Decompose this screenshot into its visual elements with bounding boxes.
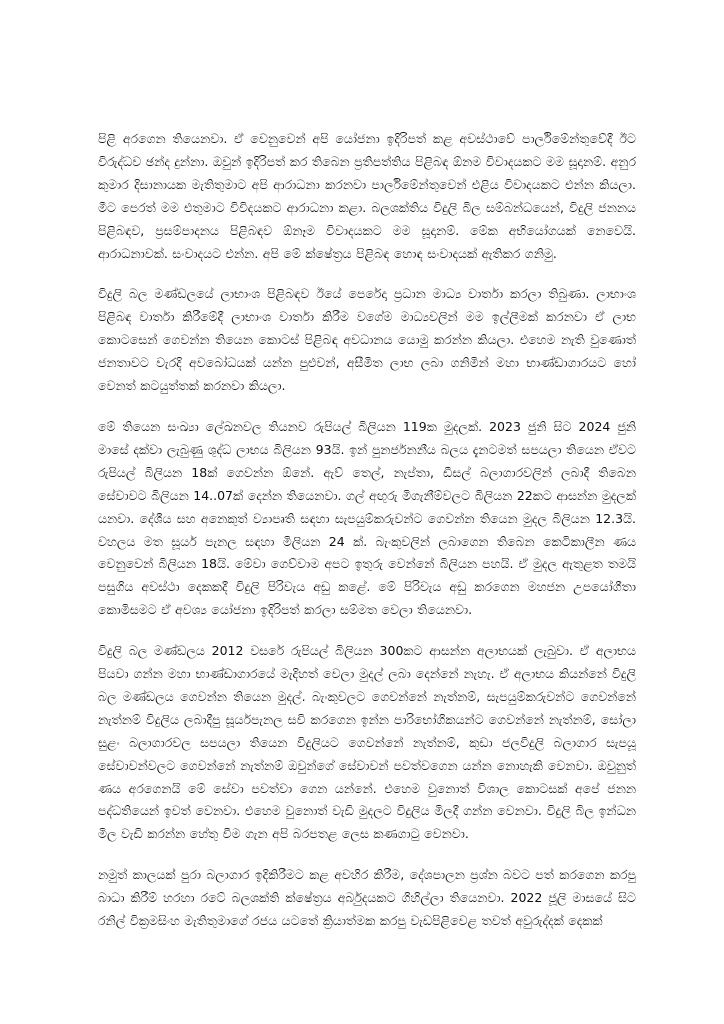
paragraph-5: නමුත් කාලයක් පුරා බලාගාර ඉදිකිරීමට කළ අවහිර කිරීම, දේශපාලන ප්‍රශ්න බවට පත් කරගෙන කරපු බාධා කිරීම් හරහා රටේ බලශක්ති ක්ෂේත්‍රය අර්බුදයකට ගිහිල්ලා තියෙනවා. 2022 ජූලි මාසයේ සිට රනිල් වික්‍රමසිංහ මැතිතුමාගේ රජය යටතේ ක්‍රියාත්මක කරපු වැඩපිළිවෙළ තවත් අවුරුද්දක් දෙකක් bbox=[98, 867, 636, 929]
paragraph-1: පිළි අරගෙන තියෙනවා. ඒ වෙනුවෙන් අපි යෝජනා ඉදිරිපත් කළ අවස්ථාවේ පාර්ලිමේන්තුවේදී ඊට විරුද්ධව ඡන්ද දුන්නා. ඔවුන් ඉදිරිපත් කර තිබෙන ප්‍රතිපත්තිය පිළිබඳ ඕනම විවාදයකට මම සූදානම්. අනුර කුමාර දිසානායක මැතිතුමාට අපි ආරාධනා කරනවා පාර්ලිමේන්තුවෙන් එළිය විවාදයකට එන්න කියලා. මීට පෙරත් මම එතුමාට විවිදයකට ආරාධනා කළා. බලශක්තිය විදුලි බිල සම්බන්ධයෙන්, විදුලි ජනනය පිළිබඳව, ප්‍රසම්පාදනය පිළිබඳව ඕනෑම විවාදයකට මම සූදානම්. මේක අභියෝගයක් නෙවෙයි. ආරාධනාවක්. සංවාදයට එන්න. අපි මේ ක්ෂේත්‍රය පිළිබඳ හොඳ සංවාදයක් ඇතිකර ගනිමු. bbox=[98, 131, 636, 261]
paragraph-2: විදුලි බල මණ්ඩලයේ ලාභාංශ පිළිබඳව ඊයේ පෙරේදා ප්‍රධාන මාධ්‍ය වාර්තා කරලා තිබුණා. ලාභාංශ පිළිබඳ වාර්තා කිරීමේදී ලාභාංශ වාර්තා කිරීම වගේම මාධ්‍යවලින් මම ඉල්ලීමක් කරනවා ඒ ලාභ කොටසෙන් ගෙවන්න තියෙන කොටස් පිළිබඳ අවධානය යොමු කරන්න කියලා. එහෙම නැති වුණොත් ජනතාවට වැරදි අවබෝධයක් යන්න පුළුවන්, අසීමිත ලාභ ලබා ගනිමින් මහා භාණ්ඩාගාරයට හෝ වෙනත් කටයුත්තක් කරනවා කියලා. bbox=[98, 286, 636, 394]
paragraph-4: විදුලි බල මණ්ඩලය 2012 වසරේ රුපියල් බිලියන 300කට ආසන්න අලාභයක් ලැබුවා. ඒ අලාභය පියවා ගන්න මහා භාණ්ඩාගාරයේ මැදිහත් වෙලා මුදල් ලබා දෙන්නේ නැහැ. ඒ අලාභය කියන්නේ විදුලි බල මණ්ඩලය ගෙවන්න තියෙන මුදල්. බැංකුවලට ගෙවන්නේ නැත්නම්, සැපයුම්කරුවන්ට ගෙවන්නේ නැත්නම් විදුලිය ලබාදීපු සූර්යපැනල සවි කරගෙන ඉන්න පාරිභෝගිකයන්ට ගෙවන්නේ නැත්නම්, සෝලා සුළං බලාගාරවල සපයලා තියෙන විදුලියට ගෙවන්නේ නැත්නම්, කුඩා ජලවිදුලි බලාගාර සැපයූ සේවාවන්වලට ගෙවන්නේ නැත්නම් ඔවුන්ගේ සේවාවන් පවත්වගෙන යන්න නොහැකි වෙනවා. ඔවුනුත් ණය අරගෙනයි මේ සේවා පවත්වා ගෙන යන්නේ. එහෙම වුනොත් විශාල කොටසක් අපේ ජනන පද්ධතියෙන් ඉවත් වෙනවා. එහෙම වුනොත් වැඩි මුදලට විදුලිය මිලදී ගන්න වෙනවා. විදුලි බිල ඉන්ධන මිල වැඩි කරන්න හේතු වීම ගැන අපි බරපතළ ලෙස කණගාටු වෙනවා. bbox=[98, 643, 636, 842]
paragraph-3: මේ තියෙන සංඛ්‍යා ලේඛනවල තියනව රුපියල් බිලියන 119ක මුදලක්. 2023 ජුනි සිට 2024 ජුනි මාසේ දක්වා ලැබුණු ශුද්ධ ලාභය බිලියන 93යි. ඉන් පුනර්ජනනීය බලය දැනටමත් සපයලා තියෙන ඒවට රුපියල් බිලියන 18ක් ගෙවන්න ඕනේ. ඇව් තෙල්, නැප්තා, ඩීසල් බලාගාරවලින් ලබාදී තිබෙන සේවාවට බිලියන 14..07ක් දෙන්න තියෙනවා. ගල් අඟුරු මිගැනීම්වලට බිලියන 22කට ආසන්න මුදලක් යනවා. දේශීය සහ අනෙකුත් ව්‍යාපෘති සඳහා සැපයුම්කරුවන්ට ගෙවන්න තියෙන මුදල බිලියන 12.3යි. වහලය මත සූර්ය පැනල සඳහා මිලියන 24 ක්. බැංකුවලින් ලබාගෙන තිබෙන කෙටිකාලීන ණය වෙනුවෙන් බිලියන 18යි. මේවා ගෙව්වාම අපට ඉතුරු වෙන්නේ බිලියන පහයි. ඒ මුදල ඇතුළත තමයි පසුගිය අවස්ථා දෙකකදී විදුලි පිරිවැය අඩු කළේ. මේ පිරිවැය අඩු කරගෙන මහජන උපයෝගීතා කොමිසමට ඒ අවශ්‍ය යෝජනා ඉදිරිපත් කරලා සම්මත වෙලා තියෙනවා. bbox=[98, 418, 636, 618]
